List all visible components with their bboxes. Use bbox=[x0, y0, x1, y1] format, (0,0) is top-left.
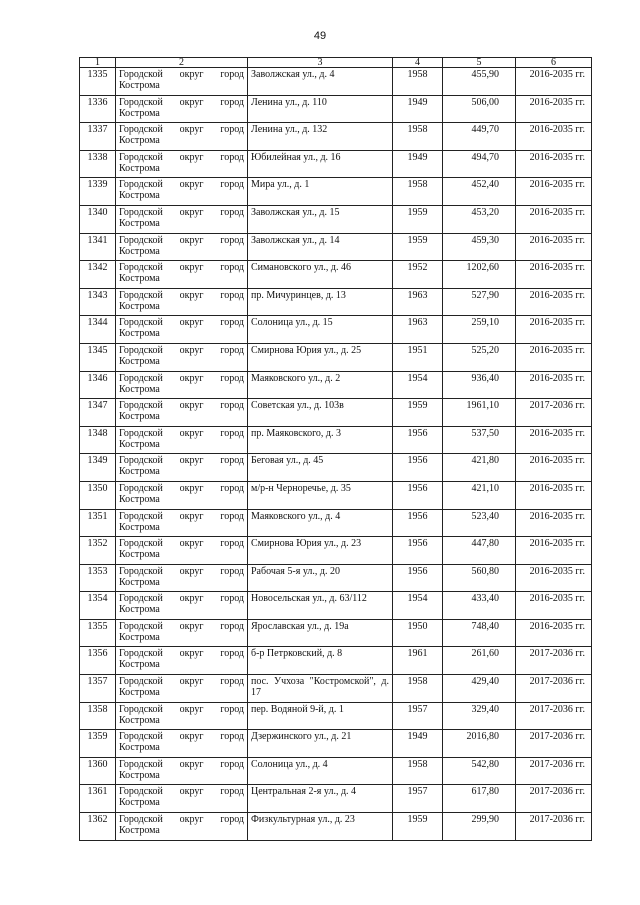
period-cell: 2016-2035 гг. bbox=[516, 261, 592, 289]
period-cell: 2017-2036 гг. bbox=[516, 647, 592, 675]
table-row bbox=[80, 619, 592, 647]
year-cell: 1956 bbox=[393, 454, 443, 482]
row-number-cell: 1345 bbox=[80, 343, 116, 371]
row-number-cell: 1362 bbox=[80, 813, 116, 841]
municipality-cell: Городской округ город Кострома bbox=[116, 150, 248, 178]
municipality-cell: Городской округ город Кострома bbox=[116, 399, 248, 427]
address-cell: Маяковского ул., д. 2 bbox=[248, 371, 393, 399]
table-row bbox=[80, 592, 592, 620]
period-cell: 2016-2035 гг. bbox=[516, 288, 592, 316]
municipality-cell: Городской округ город Кострома bbox=[116, 288, 248, 316]
period-cell: 2016-2035 гг. bbox=[516, 454, 592, 482]
table-row bbox=[80, 509, 592, 537]
row-number-cell: 1354 bbox=[80, 592, 116, 620]
area-cell: 494,70 bbox=[443, 150, 516, 178]
municipality-cell: Городской округ город Кострома bbox=[116, 205, 248, 233]
year-cell: 1959 bbox=[393, 399, 443, 427]
year-cell: 1958 bbox=[393, 757, 443, 785]
area-cell: 537,50 bbox=[443, 426, 516, 454]
area-cell: 617,80 bbox=[443, 785, 516, 813]
header-cell: 2 bbox=[116, 58, 248, 68]
table-row bbox=[80, 564, 592, 592]
address-cell: пр. Мичуринцев, д. 13 bbox=[248, 288, 393, 316]
year-cell: 1952 bbox=[393, 261, 443, 289]
table-row bbox=[80, 399, 592, 427]
year-cell: 1957 bbox=[393, 785, 443, 813]
area-cell: 1202,60 bbox=[443, 261, 516, 289]
row-number-cell: 1347 bbox=[80, 399, 116, 427]
period-cell: 2017-2036 гг. bbox=[516, 399, 592, 427]
row-number-cell: 1339 bbox=[80, 178, 116, 206]
area-cell: 455,90 bbox=[443, 68, 516, 96]
municipality-cell: Городской округ город Кострома bbox=[116, 813, 248, 841]
address-cell: Маяковского ул., д. 4 bbox=[248, 509, 393, 537]
period-cell: 2016-2035 гг. bbox=[516, 178, 592, 206]
address-cell: б-р Петрковский, д. 8 bbox=[248, 647, 393, 675]
address-cell: Заволжская ул., д. 14 bbox=[248, 233, 393, 261]
area-cell: 542,80 bbox=[443, 757, 516, 785]
municipality-cell: Городской округ город Кострома bbox=[116, 178, 248, 206]
municipality-cell: Городской округ город Кострома bbox=[116, 426, 248, 454]
area-cell: 936,40 bbox=[443, 371, 516, 399]
row-number-cell: 1360 bbox=[80, 757, 116, 785]
municipality-cell: Городской округ город Кострома bbox=[116, 343, 248, 371]
period-cell: 2016-2035 гг. bbox=[516, 537, 592, 565]
table-row bbox=[80, 205, 592, 233]
area-cell: 259,10 bbox=[443, 316, 516, 344]
period-cell: 2017-2036 гг. bbox=[516, 757, 592, 785]
address-cell: Беговая ул., д. 45 bbox=[248, 454, 393, 482]
municipality-cell: Городской округ город Кострома bbox=[116, 592, 248, 620]
period-cell: 2016-2035 гг. bbox=[516, 233, 592, 261]
area-cell: 523,40 bbox=[443, 509, 516, 537]
year-cell: 1949 bbox=[393, 150, 443, 178]
year-cell: 1959 bbox=[393, 205, 443, 233]
row-number-cell: 1358 bbox=[80, 702, 116, 730]
year-cell: 1954 bbox=[393, 371, 443, 399]
row-number-cell: 1341 bbox=[80, 233, 116, 261]
table-row bbox=[80, 95, 592, 123]
address-cell: Рабочая 5-я ул., д. 20 bbox=[248, 564, 393, 592]
address-cell: пер. Водяной 9-й, д. 1 bbox=[248, 702, 393, 730]
row-number-cell: 1346 bbox=[80, 371, 116, 399]
table-row bbox=[80, 123, 592, 151]
address-cell: Солоница ул., д. 15 bbox=[248, 316, 393, 344]
address-cell: Ленина ул., д. 132 bbox=[248, 123, 393, 151]
area-cell: 560,80 bbox=[443, 564, 516, 592]
address-cell: Дзержинского ул., д. 21 bbox=[248, 730, 393, 758]
table-row bbox=[80, 426, 592, 454]
table-row bbox=[80, 702, 592, 730]
area-cell: 527,90 bbox=[443, 288, 516, 316]
year-cell: 1956 bbox=[393, 426, 443, 454]
address-cell: Новосельская ул., д. 63/112 bbox=[248, 592, 393, 620]
period-cell: 2016-2035 гг. bbox=[516, 95, 592, 123]
municipality-cell: Городской округ город Кострома bbox=[116, 371, 248, 399]
municipality-cell: Городской округ город Кострома bbox=[116, 123, 248, 151]
municipality-cell: Городской округ город Кострома bbox=[116, 619, 248, 647]
year-cell: 1956 bbox=[393, 537, 443, 565]
table-row bbox=[80, 813, 592, 841]
period-cell: 2017-2036 гг. bbox=[516, 813, 592, 841]
municipality-cell: Городской округ город Кострома bbox=[116, 261, 248, 289]
header-row bbox=[80, 58, 592, 68]
area-cell: 506,00 bbox=[443, 95, 516, 123]
area-cell: 2016,80 bbox=[443, 730, 516, 758]
table-row bbox=[80, 481, 592, 509]
header-cell: 1 bbox=[80, 58, 116, 68]
table-row bbox=[80, 785, 592, 813]
address-cell: м/р-н Черноречье, д. 35 bbox=[248, 481, 393, 509]
period-cell: 2017-2036 гг. bbox=[516, 730, 592, 758]
municipality-cell: Городской округ город Кострома bbox=[116, 757, 248, 785]
year-cell: 1951 bbox=[393, 343, 443, 371]
year-cell: 1959 bbox=[393, 233, 443, 261]
table-row bbox=[80, 675, 592, 703]
area-cell: 748,40 bbox=[443, 619, 516, 647]
municipality-cell: Городской округ город Кострома bbox=[116, 509, 248, 537]
row-number-cell: 1352 bbox=[80, 537, 116, 565]
table-row bbox=[80, 454, 592, 482]
housing-table bbox=[79, 57, 592, 841]
row-number-cell: 1344 bbox=[80, 316, 116, 344]
municipality-cell: Городской округ город Кострома bbox=[116, 730, 248, 758]
header-cell: 3 bbox=[248, 58, 393, 68]
address-cell: Мира ул., д. 1 bbox=[248, 178, 393, 206]
period-cell: 2016-2035 гг. bbox=[516, 481, 592, 509]
year-cell: 1963 bbox=[393, 288, 443, 316]
period-cell: 2016-2035 гг. bbox=[516, 371, 592, 399]
row-number-cell: 1351 bbox=[80, 509, 116, 537]
row-number-cell: 1359 bbox=[80, 730, 116, 758]
area-cell: 449,70 bbox=[443, 123, 516, 151]
address-cell: Солоница ул., д. 4 bbox=[248, 757, 393, 785]
area-cell: 453,20 bbox=[443, 205, 516, 233]
year-cell: 1958 bbox=[393, 68, 443, 96]
row-number-cell: 1337 bbox=[80, 123, 116, 151]
address-cell: Заволжская ул., д. 15 bbox=[248, 205, 393, 233]
municipality-cell: Городской округ город Кострома bbox=[116, 537, 248, 565]
period-cell: 2016-2035 гг. bbox=[516, 123, 592, 151]
area-cell: 429,40 bbox=[443, 675, 516, 703]
period-cell: 2016-2035 гг. bbox=[516, 316, 592, 344]
table-row bbox=[80, 316, 592, 344]
year-cell: 1956 bbox=[393, 509, 443, 537]
period-cell: 2016-2035 гг. bbox=[516, 509, 592, 537]
table-row bbox=[80, 647, 592, 675]
address-cell: Центральная 2-я ул., д. 4 bbox=[248, 785, 393, 813]
row-number-cell: 1348 bbox=[80, 426, 116, 454]
period-cell: 2017-2036 гг. bbox=[516, 785, 592, 813]
area-cell: 452,40 bbox=[443, 178, 516, 206]
table-row bbox=[80, 537, 592, 565]
header-cell: 6 bbox=[516, 58, 592, 68]
municipality-cell: Городской округ город Кострома bbox=[116, 316, 248, 344]
page-number: 49 bbox=[313, 30, 327, 42]
year-cell: 1958 bbox=[393, 178, 443, 206]
address-cell: Заволжская ул., д. 4 bbox=[248, 68, 393, 96]
row-number-cell: 1361 bbox=[80, 785, 116, 813]
municipality-cell: Городской округ город Кострома bbox=[116, 675, 248, 703]
area-cell: 261,60 bbox=[443, 647, 516, 675]
table-row bbox=[80, 261, 592, 289]
year-cell: 1958 bbox=[393, 123, 443, 151]
row-number-cell: 1353 bbox=[80, 564, 116, 592]
year-cell: 1963 bbox=[393, 316, 443, 344]
address-cell: Симановского ул., д. 46 bbox=[248, 261, 393, 289]
period-cell: 2016-2035 гг. bbox=[516, 619, 592, 647]
period-cell: 2016-2035 гг. bbox=[516, 150, 592, 178]
municipality-cell: Городской округ город Кострома bbox=[116, 564, 248, 592]
address-cell: Смирнова Юрия ул., д. 25 bbox=[248, 343, 393, 371]
municipality-cell: Городской округ город Кострома bbox=[116, 95, 248, 123]
municipality-cell: Городской округ город Кострома bbox=[116, 785, 248, 813]
address-cell: Юбилейная ул., д. 16 bbox=[248, 150, 393, 178]
area-cell: 525,20 bbox=[443, 343, 516, 371]
year-cell: 1961 bbox=[393, 647, 443, 675]
header-cell: 5 bbox=[443, 58, 516, 68]
year-cell: 1949 bbox=[393, 730, 443, 758]
period-cell: 2017-2036 гг. bbox=[516, 702, 592, 730]
address-cell: Ярославская ул., д. 19а bbox=[248, 619, 393, 647]
address-cell: Советская ул., д. 103в bbox=[248, 399, 393, 427]
area-cell: 329,40 bbox=[443, 702, 516, 730]
address-cell: пр. Маяковского, д. 3 bbox=[248, 426, 393, 454]
municipality-cell: Городской округ город Кострома bbox=[116, 702, 248, 730]
period-cell: 2017-2036 гг. bbox=[516, 675, 592, 703]
table-row bbox=[80, 68, 592, 96]
table-row bbox=[80, 343, 592, 371]
address-cell: Смирнова Юрия ул., д. 23 bbox=[248, 537, 393, 565]
table-row bbox=[80, 730, 592, 758]
address-cell: пос. Учхоза "Костромской", д. 17 bbox=[248, 675, 393, 703]
row-number-cell: 1342 bbox=[80, 261, 116, 289]
year-cell: 1956 bbox=[393, 564, 443, 592]
row-number-cell: 1350 bbox=[80, 481, 116, 509]
row-number-cell: 1335 bbox=[80, 68, 116, 96]
period-cell: 2016-2035 гг. bbox=[516, 592, 592, 620]
year-cell: 1958 bbox=[393, 675, 443, 703]
table-row bbox=[80, 150, 592, 178]
table-row bbox=[80, 233, 592, 261]
year-cell: 1956 bbox=[393, 481, 443, 509]
row-number-cell: 1338 bbox=[80, 150, 116, 178]
row-number-cell: 1357 bbox=[80, 675, 116, 703]
table-row bbox=[80, 757, 592, 785]
table-row bbox=[80, 288, 592, 316]
row-number-cell: 1355 bbox=[80, 619, 116, 647]
address-cell: Физкультурная ул., д. 23 bbox=[248, 813, 393, 841]
row-number-cell: 1356 bbox=[80, 647, 116, 675]
area-cell: 459,30 bbox=[443, 233, 516, 261]
year-cell: 1957 bbox=[393, 702, 443, 730]
area-cell: 421,80 bbox=[443, 454, 516, 482]
table-row bbox=[80, 178, 592, 206]
municipality-cell: Городской округ город Кострома bbox=[116, 647, 248, 675]
table-row bbox=[80, 371, 592, 399]
row-number-cell: 1340 bbox=[80, 205, 116, 233]
row-number-cell: 1343 bbox=[80, 288, 116, 316]
area-cell: 447,80 bbox=[443, 537, 516, 565]
period-cell: 2016-2035 гг. bbox=[516, 68, 592, 96]
municipality-cell: Городской округ город Кострома bbox=[116, 481, 248, 509]
area-cell: 299,90 bbox=[443, 813, 516, 841]
area-cell: 421,10 bbox=[443, 481, 516, 509]
row-number-cell: 1336 bbox=[80, 95, 116, 123]
period-cell: 2016-2035 гг. bbox=[516, 564, 592, 592]
header-cell: 4 bbox=[393, 58, 443, 68]
area-cell: 1961,10 bbox=[443, 399, 516, 427]
municipality-cell: Городской округ город Кострома bbox=[116, 233, 248, 261]
row-number-cell: 1349 bbox=[80, 454, 116, 482]
period-cell: 2016-2035 гг. bbox=[516, 343, 592, 371]
period-cell: 2016-2035 гг. bbox=[516, 205, 592, 233]
area-cell: 433,40 bbox=[443, 592, 516, 620]
address-cell: Ленина ул., д. 110 bbox=[248, 95, 393, 123]
year-cell: 1954 bbox=[393, 592, 443, 620]
municipality-cell: Городской округ город Кострома bbox=[116, 68, 248, 96]
year-cell: 1949 bbox=[393, 95, 443, 123]
year-cell: 1959 bbox=[393, 813, 443, 841]
year-cell: 1950 bbox=[393, 619, 443, 647]
period-cell: 2016-2035 гг. bbox=[516, 426, 592, 454]
municipality-cell: Городской округ город Кострома bbox=[116, 454, 248, 482]
